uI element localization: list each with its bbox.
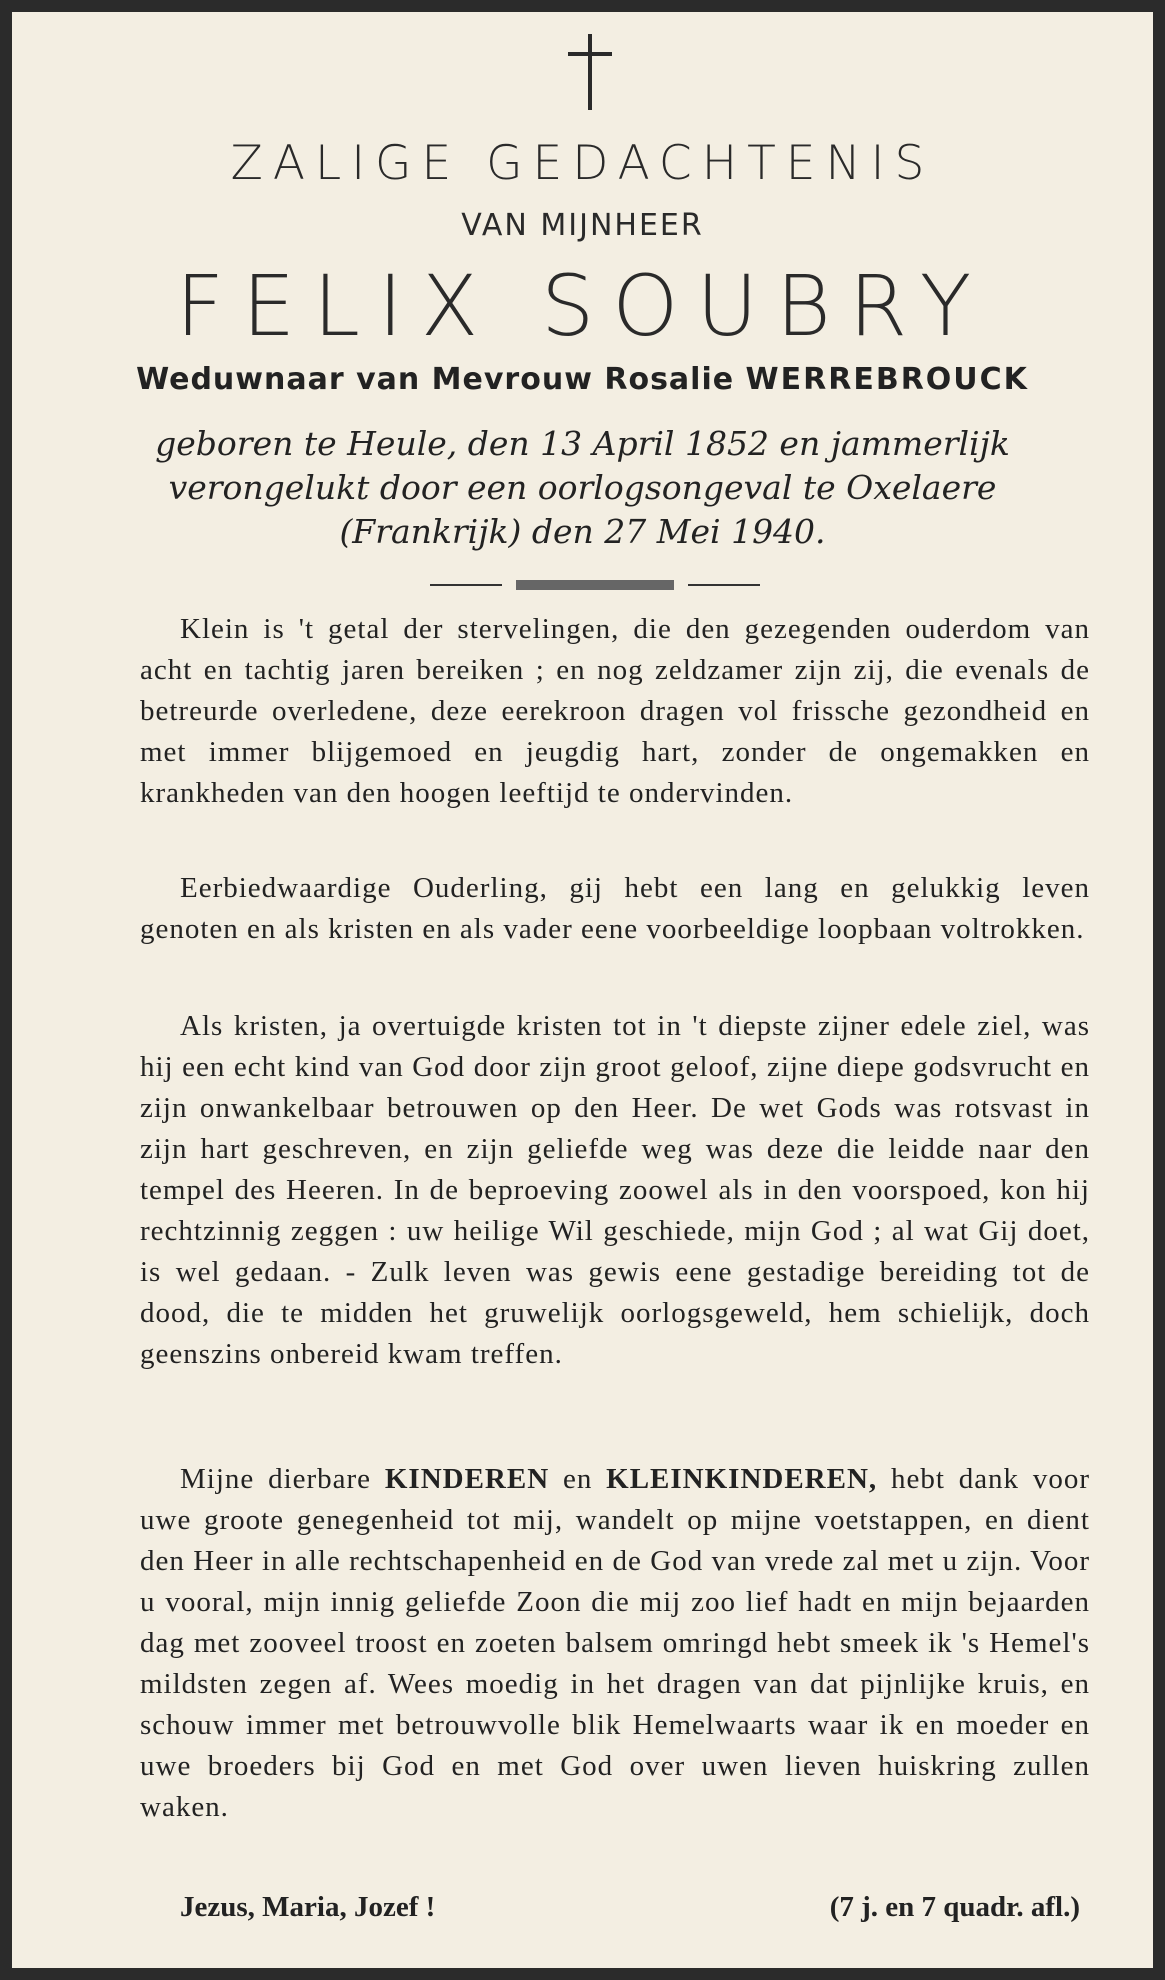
paragraph-1: Klein is 't getal der stervelingen, die den gezegenden ouderdom van acht en tachtig jaren bereiken ; en nog zeldzamer zijn zij, die evenals de betreurde overledene, deze eerekroon dragen vol frissche gezondheid en met immer blijgemoed en jeugdig hart, zonder de ongemakken en krankheden van den hoogen leeftijd te ondervinden. (140, 613, 1090, 809)
birth-line-2: verongelukt door een oorlogsongeval te Oxelaere (168, 468, 997, 507)
divider-ornament (430, 580, 760, 590)
title-line-2: VAN MIJNHEER (461, 208, 704, 243)
deceased-name: FELIX SOUBRY (175, 257, 990, 355)
kinderen-label: KINDEREN (384, 1463, 550, 1495)
prayer-text: Jezus, Maria, Jozef ! (180, 1891, 436, 1923)
kleinkinderen-label: KLEINKINDEREN, (606, 1463, 878, 1495)
birth-line-3: (Frankrijk) den 27 Mei 1940. (339, 512, 826, 551)
title-line-1: ZALIGE GEDACHTENIS (230, 136, 935, 191)
paragraph-2: Eerbiedwaardige Ouderling, gij hebt een lang en gelukkig leven genoten en als kristen en als vader eene voorbeeldige loopbaan voltrokken. (140, 872, 1090, 945)
birth-death-details (12, 422, 1153, 554)
birth-line-1: geboren te Heule, den 13 April 1852 en jammerlijk (155, 424, 1010, 463)
indulgence-text: (7 j. en 7 quadr. afl.) (829, 1891, 1080, 1923)
widower-line (12, 362, 1153, 397)
paragraph-4-start: Mijne dierbare (180, 1463, 372, 1495)
paragraph-4-rest: hebt dank voor uwe groote genegenheid tot mij, wandelt op mijne voetstappen, en dient den Heer in alle rechtschapenheid en de God van vrede zal met u zijn. Voor u vooral, mijn innig geliefde Zoon die mij zoo lief hadt en mijn bejaarden dag met zooveel troost en zoeten balsem omringd hebt smeek ik 's Hemel's mildsten zegen af. Wees moedig in het dragen van dat pijnlijke kruis, en schouw immer met betrouwvolle blik Hemelwaarts waar ik en moeder en uwe broeders bij God en met God over uwen lieven huiskring zullen waken. (140, 1463, 1091, 1823)
paragraph-3: Als kristen, ja overtuigde kristen tot in 't diepste zijner edele ziel, was hij een echt kind van God door zijn groot geloof, zijne diepe godsvrucht en zijn onwankelbaar betrouwen op den Heer. De wet Gods was rotsvast in zijn hart geschreven, en zijn geliefde weg was deze die leidde naar den tempel des Heeren. In de beproeving zoowel als in den voorspoed, kon hij rechtzinnig zeggen : uw heilige Wil geschiede, mijn God ; al wat Gij doet, is wel gedaan. - Zulk leven was gewis eene gestadige bereiding tot de dood, die te midden het gruwelijk oorlogsgeweld, hem schielijk, doch geenszins onbereid kwam treffen. (140, 1010, 1090, 1370)
widower-prefix: Weduwnaar van Mevrouw Rosalie (136, 362, 735, 397)
memorial-card (12, 12, 1153, 1968)
paragraph-4-en: en (562, 1463, 593, 1495)
paragraph-4 (140, 1459, 1090, 1828)
cross-icon (568, 34, 612, 110)
widower-surname: WERREBROUCK (745, 362, 1029, 397)
